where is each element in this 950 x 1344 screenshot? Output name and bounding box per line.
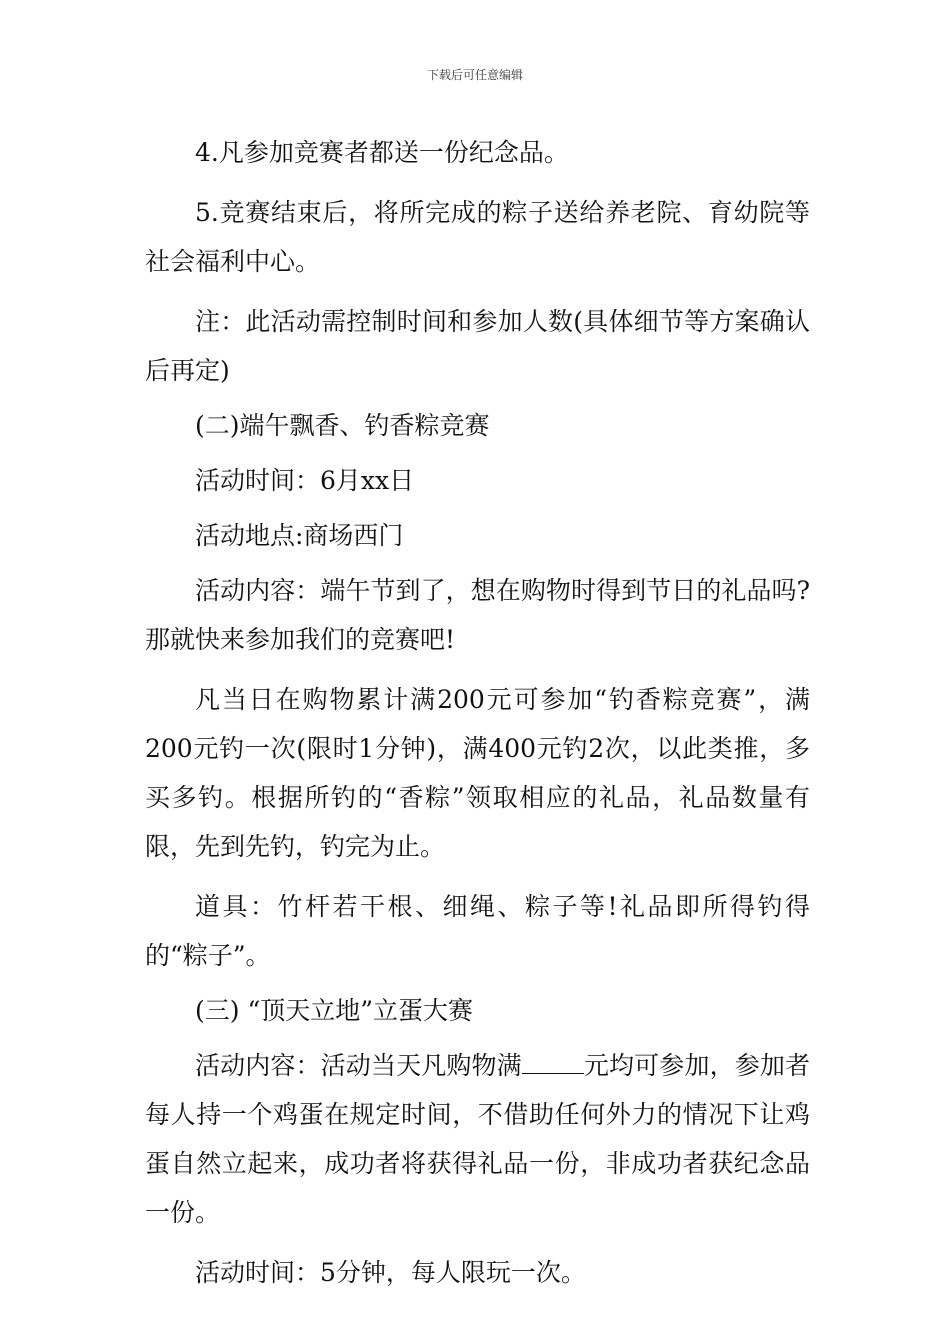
paragraph-event-time: 活动时间：6月xx日: [195, 466, 415, 495]
paragraph-donation: 5.竞赛结束后，将所完成的粽子送给养老院、育幼院等社会福利中心。: [145, 198, 810, 276]
egg-content-rest: 元均可参加，参加者每人持一个鸡蛋在规定时间，不借助任何外力的情况下让鸡蛋自然立起来，成功者将获得礼品一份，非成功者获纪念品一份。: [145, 1051, 810, 1227]
paragraph-souvenir: 4.凡参加竞赛者都送一份纪念品。: [195, 138, 569, 167]
paragraph-event-rules: 凡当日在购物累计满200元可参加“钓香粽竞赛”，满200元钓一次(限时1分钟)，满400元钓2次，以此类推，多买多钓。根据所钓的“香粽”领取相应的礼品，礼品数量有限，先到先钓，钓完为止。: [145, 685, 810, 861]
paragraph-note: 注：此活动需控制时间和参加人数(具体细节等方案确认后再定): [145, 307, 810, 385]
paragraph-egg-content: [145, 1041, 810, 1237]
paragraph-event-content: 活动内容：端午节到了，想在购物时得到节日的礼品吗?那就快来参加我们的竞赛吧!: [145, 576, 810, 654]
page-header: 下载后可任意编辑: [426, 68, 523, 82]
blank-underline: [522, 1051, 584, 1074]
document-body: [145, 128, 810, 1297]
paragraph-event-location: 活动地点:商场西门: [195, 521, 404, 550]
paragraph-egg-time: 活动时间：5分钟，每人限玩一次。: [195, 1258, 586, 1287]
paragraph-props: 道具：竹杆若干根、细绳、粽子等!礼品即所得钓得的“粽子”。: [145, 892, 810, 970]
section-heading-3: (三) “顶天立地”立蛋大赛: [195, 996, 474, 1025]
section-heading-2: (二)端午飘香、钓香粽竞赛: [195, 411, 490, 440]
egg-content-start: 活动内容：活动当天凡购物满: [195, 1051, 522, 1080]
